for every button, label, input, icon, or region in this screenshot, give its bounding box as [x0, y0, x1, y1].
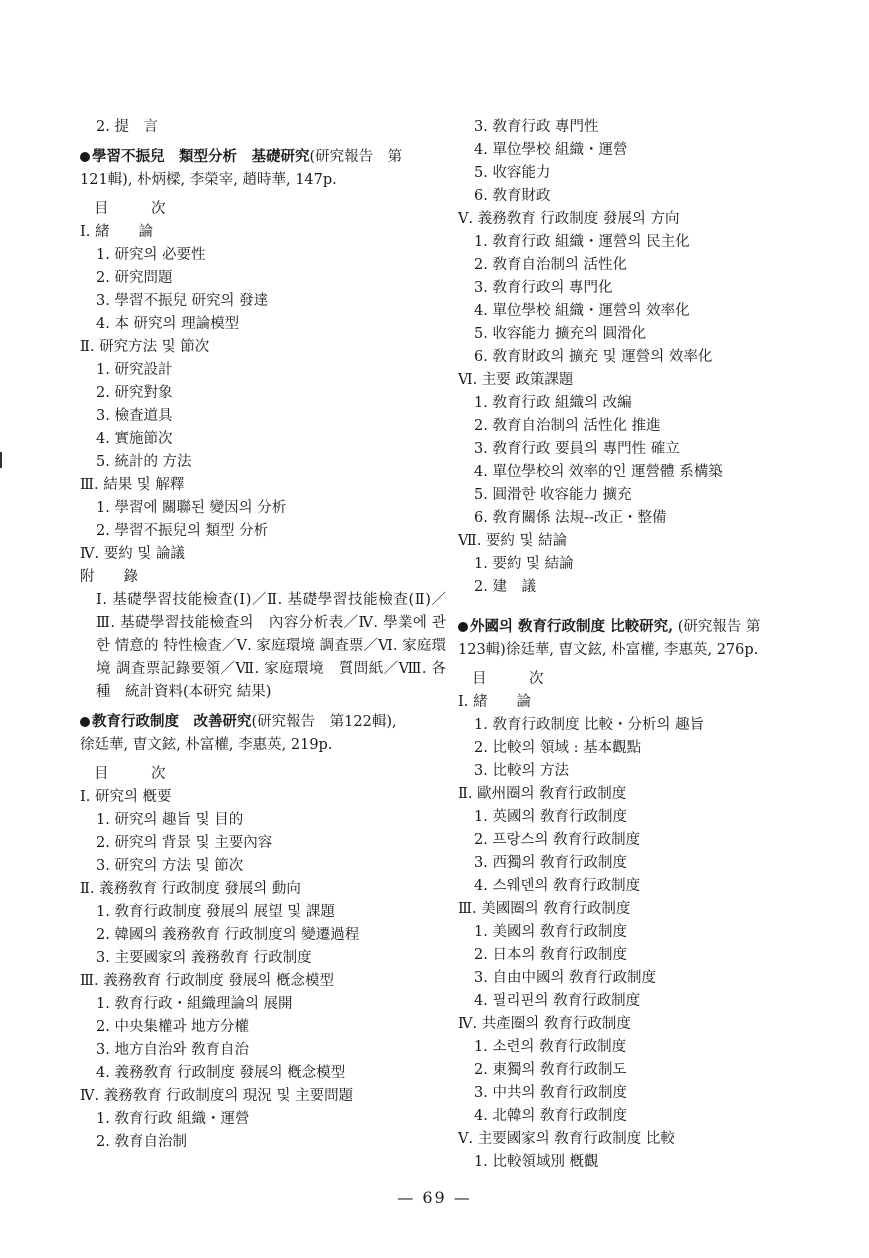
- toc-subitem: 4. 필리핀의 敎育行政制度: [474, 993, 641, 1009]
- toc-chapter: Ⅴ. 主要國家의 敎育行政制度 比較: [458, 1131, 675, 1147]
- toc-subitem: 2. 研究對象: [96, 385, 173, 401]
- toc-subitem: 2. 學習不振兒의 類型 分析: [96, 523, 269, 539]
- toc-heading: 目 次: [472, 671, 558, 687]
- toc-subitem: 1. 敎育行政制度 比較・分析의 趣旨: [474, 717, 705, 733]
- toc-subitem: 3. 敎育行政 專門性: [474, 119, 599, 135]
- toc-subitem: 3. 地方自治와 敎育自治: [96, 1042, 250, 1058]
- report-header: [80, 710, 450, 757]
- toc-subitem: 6. 敎育關係 法規--改正・整備: [474, 510, 667, 526]
- toc-subitem: 1. 소련의 敎育行政制度: [474, 1039, 627, 1055]
- bullet-icon: [458, 622, 468, 632]
- toc-subitem: 1. 美國의 敎育行政制度: [474, 924, 628, 940]
- left-column: [80, 116, 450, 1154]
- report-title: 外國의 敎育行政制度 比較研究,: [470, 618, 674, 635]
- report-number: (研究報告 第122輯),: [251, 714, 397, 730]
- toc-chapter: 附 錄: [80, 569, 138, 585]
- toc-chapter: Ⅲ. 義務敎育 行政制度 發展의 槪念模型: [80, 973, 335, 989]
- toc-subitem: 1. 要約 및 結論: [474, 556, 574, 572]
- toc-subitem: 2. 敎育自治制: [96, 1134, 187, 1150]
- toc-subitem: 2. 提 言: [96, 119, 158, 135]
- toc-chapter: Ⅱ. 歐州圈의 敎育行政制度: [458, 786, 627, 802]
- report-number: (研究報告 第: [309, 149, 403, 165]
- toc-subitem: 1. 敎育行政 組織의 改編: [474, 395, 632, 411]
- toc-subitem: 2. 敎育自治制의 活性化 推進: [474, 418, 661, 434]
- toc-subitem: 1. 敎育行政 組織・運營의 民主化: [474, 234, 690, 250]
- toc-subitem: 3. 敎育行政 要員의 專門性 確立: [474, 441, 680, 457]
- toc-subitem: 3. 研究의 方法 및 節次: [96, 858, 244, 874]
- report-header: [458, 615, 828, 662]
- toc-subitem: 1. 研究設計: [96, 362, 173, 378]
- toc-chapter: Ⅶ. 要約 및 結論: [458, 533, 568, 549]
- toc-chapter: Ⅰ. 研究의 槪要: [80, 789, 172, 805]
- toc-chapter: Ⅱ. 研究方法 및 節次: [80, 339, 210, 355]
- page-number: — 69 —: [397, 1188, 472, 1207]
- toc-chapter: Ⅴ. 義務敎育 行政制度 發展의 方向: [458, 211, 680, 227]
- toc-subitem: 2. 研究問題: [96, 270, 173, 286]
- toc-subitem: 3. 敎育行政의 專門化: [474, 280, 613, 296]
- toc-subitem: 2. 敎育自治制의 活性化: [474, 257, 628, 273]
- toc-subitem: 1. 敎育行政 組織・運營: [96, 1111, 250, 1127]
- report-title: 學習不振兒 類型分析 基礎研究: [92, 148, 310, 165]
- toc-subitem: 6. 敎育財政의 擴充 및 運營의 效率化: [474, 349, 713, 365]
- bullet-icon: [80, 717, 90, 727]
- toc-chapter: Ⅱ. 義務敎育 行政制度 發展의 動向: [80, 881, 301, 897]
- toc-chapter: Ⅰ. 緒 論: [80, 224, 153, 240]
- toc-subitem: 4. 北韓의 敎育行政制度: [474, 1108, 628, 1124]
- report-authors: 121輯), 朴炳樑, 李榮宰, 趙時華, 147p.: [80, 172, 337, 188]
- appendix-list: Ⅰ. 基礎學習技能檢査(Ⅰ)／Ⅱ. 基礎學習技能檢査(Ⅱ)／Ⅲ. 基礎學習技能檢査의 內容分析表／Ⅳ. 學業에 관한 情意的 特性檢査／Ⅴ. 家庭環境 調査票／Ⅵ. 家庭環境 調査票記錄要領／Ⅶ. 家庭環境 質問紙／Ⅷ. 各種 統計資料(本研究 結果): [96, 592, 446, 700]
- section-gap: [458, 599, 828, 609]
- toc-chapter: Ⅳ. 共產圈의 敎育行政制度: [458, 1016, 631, 1032]
- toc-subitem: 5. 收容能力 擴充의 圓滑化: [474, 326, 647, 342]
- toc-subitem: 4. 單位學校 組織・運營: [474, 142, 628, 158]
- toc-subitem: 1. 研究의 必要性: [96, 247, 206, 263]
- toc-subitem: 1. 敎育行政・組織理論의 展開: [96, 996, 293, 1012]
- toc-subitem: 4. 單位學校의 效率的인 運營體 系構築: [474, 464, 723, 480]
- toc-subitem: 1. 敎育行政制度 發展의 展望 및 課題: [96, 904, 335, 920]
- toc-subitem: 2. 韓國의 義務敎育 行政制度의 變遷過程: [96, 927, 360, 943]
- toc-heading: 目 次: [94, 201, 180, 217]
- report-authors: 123輯)徐廷華, 曺文鉉, 朴富權, 李惠英, 276p.: [458, 642, 759, 658]
- report-number: (研究報告 第: [673, 619, 761, 635]
- toc-subitem: 4. 本 研究의 理論模型: [96, 316, 240, 332]
- toc-chapter: Ⅲ. 結果 및 解釋: [80, 477, 185, 493]
- toc-subitem: 2. 프랑스의 敎育行政制度: [474, 832, 641, 848]
- toc-subitem: 4. 單位學校 組織・運營의 效率化: [474, 303, 690, 319]
- report-header: [80, 145, 450, 192]
- toc-chapter: Ⅵ. 主要 政策課題: [458, 372, 574, 388]
- report-title: 教育行政制度 改善研究: [92, 713, 252, 730]
- toc-subitem: 1. 研究의 趣旨 및 目的: [96, 812, 244, 828]
- toc-chapter: Ⅲ. 美國圈의 敎育行政制度: [458, 901, 631, 917]
- margin-mark: [0, 452, 2, 468]
- toc-chapter: Ⅰ. 緒 論: [458, 694, 531, 710]
- toc-heading: 目 次: [94, 766, 180, 782]
- toc-subitem: 3. 學習不振兒 研究의 發達: [96, 293, 269, 309]
- toc-subitem: 2. 中央集權과 地方分權: [96, 1019, 250, 1035]
- right-column: [458, 116, 828, 1174]
- bullet-icon: [80, 152, 90, 162]
- toc-subitem: 4. 實施節次: [96, 431, 173, 447]
- toc-subitem: 3. 主要國家의 義務敎育 行政制度: [96, 950, 312, 966]
- toc-subitem: 5. 收容能力: [474, 165, 551, 181]
- toc-subitem: 5. 統計的 方法: [96, 454, 192, 470]
- toc-subitem: 2. 東獨의 敎育行政制도: [474, 1062, 627, 1078]
- toc-subitem: 3. 檢査道具: [96, 408, 173, 424]
- toc-subitem: 1. 學習에 關聯된 變因의 分析: [96, 500, 287, 516]
- toc-chapter: Ⅳ. 義務敎育 行政制度의 現況 및 主要問題: [80, 1088, 354, 1104]
- toc-subitem: 2. 日本의 敎育行政制度: [474, 947, 628, 963]
- toc-subitem: 1. 英國의 敎育行政制度: [474, 809, 628, 825]
- toc-subitem: 4. 義務敎育 行政制度 發展의 槪念模型: [96, 1065, 346, 1081]
- toc-subitem: 1. 比較領域別 槪觀: [474, 1154, 599, 1170]
- toc-subitem: 3. 西獨의 敎育行政制度: [474, 855, 628, 871]
- toc-subitem: 3. 比較의 方法: [474, 763, 570, 779]
- toc-subitem: 2. 建 議: [474, 579, 536, 595]
- toc-subitem: 3. 中共의 敎育行政制度: [474, 1085, 628, 1101]
- toc-subitem: 4. 스웨덴의 敎育行政制度: [474, 878, 641, 894]
- report-authors: 徐廷華, 曺文鉉, 朴富權, 李惠英, 219p.: [80, 737, 333, 753]
- toc-subitem: 5. 圓滑한 收容能力 擴充: [474, 487, 632, 503]
- toc-subitem: 2. 研究의 背景 및 主要內容: [96, 835, 273, 851]
- toc-subitem: 6. 敎育財政: [474, 188, 551, 204]
- toc-subitem: 2. 比較의 領域 : 基本觀點: [474, 740, 642, 756]
- toc-subitem: 3. 自由中國의 敎育行政制度: [474, 970, 657, 986]
- toc-chapter: Ⅳ. 要約 및 論議: [80, 546, 185, 562]
